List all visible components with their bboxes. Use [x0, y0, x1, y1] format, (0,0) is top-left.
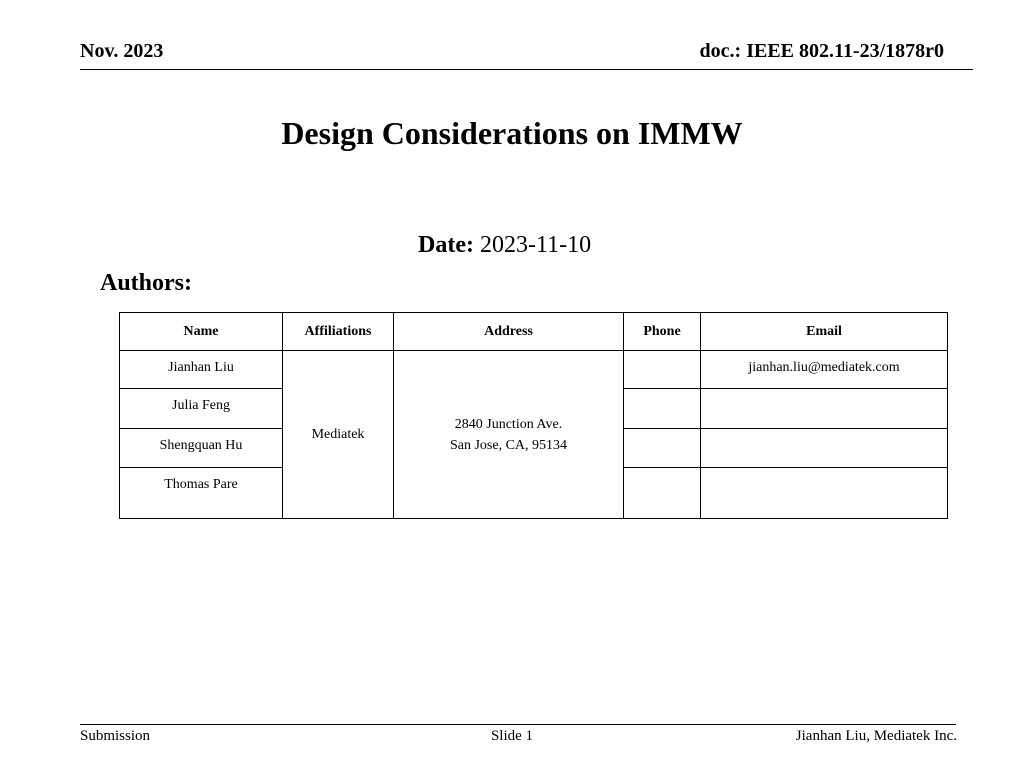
phone-cell	[624, 468, 701, 519]
table-header-row	[120, 313, 948, 351]
header-divider	[80, 69, 973, 70]
date-label: Date:	[418, 232, 474, 258]
date-line	[418, 232, 591, 259]
col-header-email: Email	[701, 313, 948, 351]
phone-cell	[624, 389, 701, 429]
footer-submission: Submission	[80, 728, 151, 744]
author-name: Shengquan Hu	[120, 429, 283, 468]
table-row	[120, 351, 948, 389]
email-cell	[701, 468, 948, 519]
address-cell	[394, 351, 624, 519]
address-line-2: San Jose, CA, 95134	[449, 437, 568, 453]
footer-divider	[80, 724, 956, 725]
affiliation-cell: Mediatek	[283, 351, 394, 519]
address-line-1: 2840 Junction Ave.	[454, 416, 563, 432]
footer-slide-number: Slide 1	[490, 728, 534, 744]
slide-title: Design Considerations on IMMW	[281, 115, 743, 151]
email-cell: jianhan.liu@mediatek.com	[701, 351, 948, 389]
col-header-affiliations: Affiliations	[283, 313, 394, 351]
header-doc-id: doc.: IEEE 802.11-23/1878r0	[699, 40, 944, 62]
header-date: Nov. 2023	[80, 40, 164, 62]
col-header-address: Address	[394, 313, 624, 351]
date-value: 2023-11-10	[479, 232, 592, 258]
phone-cell	[624, 429, 701, 468]
author-name: Jianhan Liu	[120, 351, 283, 389]
email-cell	[701, 429, 948, 468]
author-name: Thomas Pare	[120, 468, 283, 519]
authors-table	[119, 312, 948, 519]
email-cell	[701, 389, 948, 429]
footer-author: Jianhan Liu, Mediatek Inc.	[795, 728, 957, 744]
col-header-phone: Phone	[624, 313, 701, 351]
col-header-name: Name	[120, 313, 283, 351]
authors-heading: Authors:	[100, 270, 193, 296]
phone-cell	[624, 351, 701, 389]
author-name: Julia Feng	[120, 389, 283, 429]
